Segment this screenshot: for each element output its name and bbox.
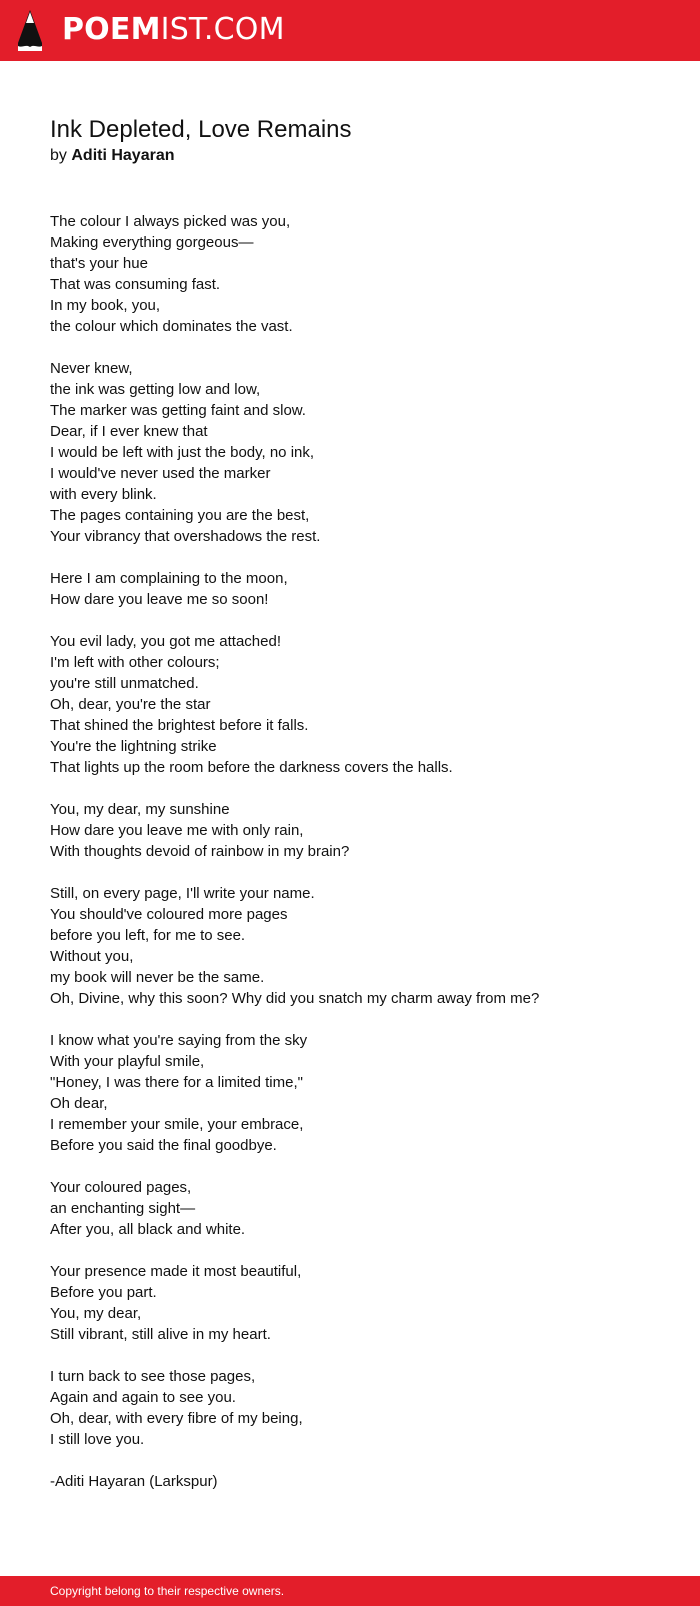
poem-line: Oh, Divine, why this soon? Why did you snatch my charm away from me? [50,990,540,1007]
poem-stanza [50,1177,650,1240]
poem-line: That shined the brightest before it falls. [50,717,309,734]
poem-content [50,115,650,1513]
poem-line: I'm left with other colours; [50,654,220,671]
site-footer [0,1576,700,1606]
poem-stanza [50,1471,650,1492]
poem-stanza [50,211,650,337]
poem-line: With your playful smile, [50,1053,205,1070]
poem-line: With thoughts devoid of rainbow in my brain? [50,843,350,860]
poem-title: Ink Depleted, Love Remains [50,116,352,143]
poem-line: I would've never used the marker [50,465,271,482]
poem-stanza [50,1030,650,1156]
poem-line: Oh, dear, with every fibre of my being, [50,1410,303,1427]
logo-rest-text: IST.COM [160,12,285,47]
poem-line: Oh dear, [50,1095,108,1112]
poem-line: the ink was getting low and low, [50,381,261,398]
site-logo[interactable] [62,12,285,48]
poem-stanza [50,631,650,778]
poem-line: How dare you leave me so soon! [50,591,269,608]
poem-line: "Honey, I was there for a limited time," [50,1074,303,1091]
poem-stanza [50,883,650,1009]
byline-prefix: by [50,147,67,164]
poem-stanza [50,358,650,547]
poem-line: Still, on every page, I'll write your name. [50,885,315,902]
poem-line: The colour I always picked was you, [50,213,291,230]
poem-line: That lights up the room before the darkness covers the halls. [50,759,453,776]
poem-line: The pages containing you are the best, [50,507,310,524]
poem-line: the colour which dominates the vast. [50,318,293,335]
poem-line: You, my dear, my sunshine [50,801,230,818]
poem-line: In my book, you, [50,297,161,314]
pencil-tip-icon[interactable] [18,10,42,51]
poem-line: you're still unmatched. [50,675,199,692]
poem-line: my book will never be the same. [50,969,265,986]
poem-line: an enchanting sight— [50,1200,196,1217]
poem-line: I would be left with just the body, no ink, [50,444,315,461]
poem-line: Oh, dear, you're the star [50,696,211,713]
poem-body [50,211,650,1492]
poem-stanza [50,1261,650,1345]
poem-line: You evil lady, you got me attached! [50,633,281,650]
poem-stanza [50,1366,650,1450]
author-name: Aditi Hayaran [71,147,175,164]
poem-line: before you left, for me to see. [50,927,246,944]
poem-line: Your coloured pages, [50,1179,192,1196]
poem-line: You, my dear, [50,1305,142,1322]
poem-line: Still vibrant, still alive in my heart. [50,1326,271,1343]
poem-line: Making everything gorgeous— [50,234,254,251]
poem-line: with every blink. [50,486,157,503]
poem-line: That was consuming fast. [50,276,221,293]
poem-line: I remember your smile, your embrace, [50,1116,304,1133]
poem-line: How dare you leave me with only rain, [50,822,304,839]
poem-line: that's your hue [50,255,148,272]
byline [50,145,650,167]
poem-line: The marker was getting faint and slow. [50,402,306,419]
poem-line: Before you part. [50,1284,157,1301]
poem-line: Never knew, [50,360,133,377]
poem-line: Dear, if I ever knew that [50,423,208,440]
poem-line: Before you said the final goodbye. [50,1137,277,1154]
copyright-notice: Copyright belong to their respective owners. [50,1584,285,1598]
poem-line: -Aditi Hayaran (Larkspur) [50,1473,218,1490]
poem-line: Without you, [50,948,134,965]
poem-line: After you, all black and white. [50,1221,246,1238]
poem-line: Your presence made it most beautiful, [50,1263,302,1280]
logo-bold-text: POEM [62,12,161,47]
poem-stanza [50,799,650,862]
poem-line: You should've coloured more pages [50,906,288,923]
poem-line: You're the lightning strike [50,738,217,755]
site-header [0,0,700,61]
poem-line: I still love you. [50,1431,145,1448]
poem-line: Again and again to see you. [50,1389,236,1406]
poem-line: I know what you're saying from the sky [50,1032,308,1049]
poem-line: I turn back to see those pages, [50,1368,256,1385]
poem-line: Your vibrancy that overshadows the rest. [50,528,321,545]
poem-stanza [50,568,650,610]
poem-line: Here I am complaining to the moon, [50,570,288,587]
